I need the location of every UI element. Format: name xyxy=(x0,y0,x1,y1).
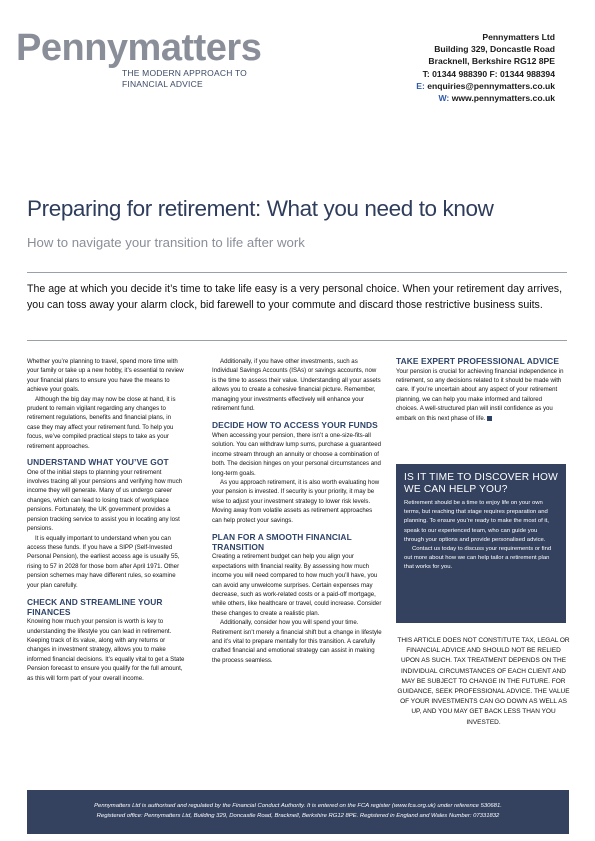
column-2 xyxy=(212,357,382,665)
col2-paragraph: Additionally, consider how you will spend your time. Retirement isn’t merely a financial shift but a change in lifestyle and it’s vital to prepare mentally for this transition. A carefully crafted financial and emotional strategy can assist in making the process seamless. xyxy=(212,619,382,664)
col2-paragraph: As you approach retirement, it is also worth evaluating how your pension is invested. If security is your priority, it may be wise to adjust your investment strategy to lower risk levels. Moving away from volatile assets as retirement approaches can help protect your savings. xyxy=(212,479,380,524)
col1-paragraph: Although the big day may now be close at hand, it is prudent to remain vigilant regarding any changes to retirement regulations, benefits and financial plans, in case they may affect your retirement fund. To help you focus, we’ve compiled practical steps to take as your retirement approaches. xyxy=(27,395,176,450)
col2-paragraph: Additionally, if you have other investments, such as Individual Savings Accounts (ISAs) or savings accounts, now is the time to assess their value. Understanding all your assets allows you to create a cohesive financial picture. Remember, managing your investments effectively will enhance your retirement fund. xyxy=(212,358,381,413)
fax-number: 01344 988394 xyxy=(500,68,555,79)
footer-line-2: Registered office: Pennymatters Ltd, Building 329, Doncastle Road, Bracknell, Berkshire RG12 8PE. Registered in England and Wales Number: 07331832 xyxy=(96,813,500,819)
phone-fax-line xyxy=(416,68,555,80)
col1-paragraph: One of the initial steps to planning your retirement involves tracing all your pensions and verifying how much income they will generate. Many of us undergo career changes, which can lead to losing track of workplace pensions. Fortunately, the UK government provides a pension tracking service to assist you in locating any lost pensions. xyxy=(27,468,183,533)
address-line-2: Bracknell, Berkshire RG12 8PE xyxy=(428,56,555,67)
heading-access-funds: DECIDE HOW TO ACCESS YOUR FUNDS xyxy=(212,420,378,431)
company-name: Pennymatters Ltd xyxy=(482,32,555,42)
heading-understand: UNDERSTAND WHAT YOU’VE GOT xyxy=(27,457,169,468)
col3-paragraph-text: Your pension is crucial for achieving financial independence in retirement, so any decisions related to it should be made with care. If you’re uncertain about any aspect of your retirement planning, we can help you make informed and tailored choices. A well-structured plan will instil confidence as you embark on this next phase of life. xyxy=(396,367,564,422)
article-intro: The age at which you decide it’s time to take life easy is a very personal choice. When your retirement day arrives, you can toss away your alarm clock, bid farewell to your commute and discard those restrictive business suits. xyxy=(27,283,563,311)
web-line xyxy=(416,92,555,104)
disclaimer: THIS ARTICLE DOES NOT CONSTITUTE TAX, LEGAL OR FINANCIAL ADVICE AND SHOULD NOT BE RELIED UPON AS SUCH. TAX TREATMENT DEPENDS ON THE INDIVIDUAL CIRCUMSTANCES OF EACH CLIENT AND MAY BE SUBJECT TO CHANGE IN THE FUTURE. FOR GUIDANCE, SEEK PROFESSIONAL ADVICE. THE VALUE OF YOUR INVESTMENTS CAN GO DOWN AS WELL AS UP, AND YOU MAY GET BACK LESS THAN YOU INVESTED. xyxy=(397,637,570,726)
web-link[interactable]: www.pennymatters.co.uk xyxy=(451,93,555,104)
logo-wordmark: Pennymatters xyxy=(16,27,262,69)
footer-line-1: Pennymatters Ltd is authorised and regulated by the Financial Conduct Authority. It is entered on the FCA register (www.fca.org.uk) under reference 530681. xyxy=(94,803,502,809)
phone-number: 01344 988390 xyxy=(432,68,488,79)
end-mark-icon xyxy=(487,416,492,421)
contact-block xyxy=(416,31,555,104)
email-line xyxy=(416,80,555,92)
col1-paragraph: It is equally important to understand when you can access these funds. If you have a SIPP (Self-Invested Personal Pension), the earliest access age is usually 55, rising to 57 in 2028 for those born after April 1971. Other pension schemes may have different rules, so examine your plan carefully. xyxy=(27,534,180,589)
logo-tagline-line1: THE MODERN APPROACH TO xyxy=(122,68,247,78)
article-subtitle: How to navigate your transition to life after work xyxy=(27,235,305,250)
column-3 xyxy=(396,357,566,423)
logo-tagline-line2: FINANCIAL ADVICE xyxy=(122,79,203,89)
heading-expert-advice: TAKE EXPERT PROFESSIONAL ADVICE xyxy=(396,356,560,366)
email-link[interactable]: enquiries@pennymatters.co.uk xyxy=(427,80,555,91)
regulatory-footer xyxy=(27,790,569,834)
col1-paragraph: Knowing how much your pension is worth is key to understanding the lifestyle you can lead in retirement. Keeping track of its value, along with any returns or changes in investment strategy, allows you to make informed financial decisions. It’s equally vital to get a State Pension forecast to ensure you qualify for the full amount, as this will form part of your overall income. xyxy=(27,618,185,682)
web-label: W: xyxy=(438,93,450,104)
cta-box xyxy=(396,464,566,623)
divider-top xyxy=(27,272,567,273)
col2-paragraph: Creating a retirement budget can help you align your expectations with financial reality. By assessing how much income you will need compared to how much you’ll have, you can avoid any unwelcome surprises. Certain expenses may decrease, such as work-related costs or a paid-off mortgage, while others, like healthcare or travel, could increase. Consider these changes to create a realistic plan. xyxy=(212,553,382,617)
heading-check-streamline: CHECK AND STREAMLINE YOUR FINANCES xyxy=(27,596,163,617)
address-line-1: Building 329, Doncastle Road xyxy=(434,44,555,55)
logo-tagline xyxy=(122,68,247,90)
heading-smooth-transition: PLAN FOR A SMOOTH FINANCIAL TRANSITION xyxy=(212,532,352,552)
column-1 xyxy=(27,357,185,683)
email-label: E: xyxy=(416,80,425,91)
cta-heading: IS IT TIME TO DISCOVER HOW WE CAN HELP YOU? xyxy=(404,472,558,495)
fax-label: F: xyxy=(489,68,498,79)
article-title: Preparing for retirement: What you need to know xyxy=(27,196,494,221)
col2-paragraph: When accessing your pension, there isn’t a one-size-fits-all solution. You can withdraw lump sums, purchase a guaranteed income stream through an annuity or choose a combination of both. The decision hinges on your personal circumstances and long-term goals. xyxy=(212,432,382,477)
col3-paragraph xyxy=(396,367,566,423)
col1-paragraph: Whether you’re planning to travel, spend more time with your family or take up a new hobby, it’s essential to review your financial plans to ensure you have the means to achieve your goals. xyxy=(27,358,184,394)
divider-bottom xyxy=(27,340,567,341)
phone-label: T: xyxy=(422,68,430,79)
cta-paragraph: Retirement should be a time to enjoy life on your own terms, but reaching that stage requires preparation and planning. To ensure you’re ready to make the most of it, speak to our experienced team, who can guide you through your options and provide personalised advice. xyxy=(404,500,549,543)
cta-paragraph: Contact us today to discuss your requirements or find out more about how we can help tailor a retirement plan that works for you. xyxy=(404,546,552,571)
